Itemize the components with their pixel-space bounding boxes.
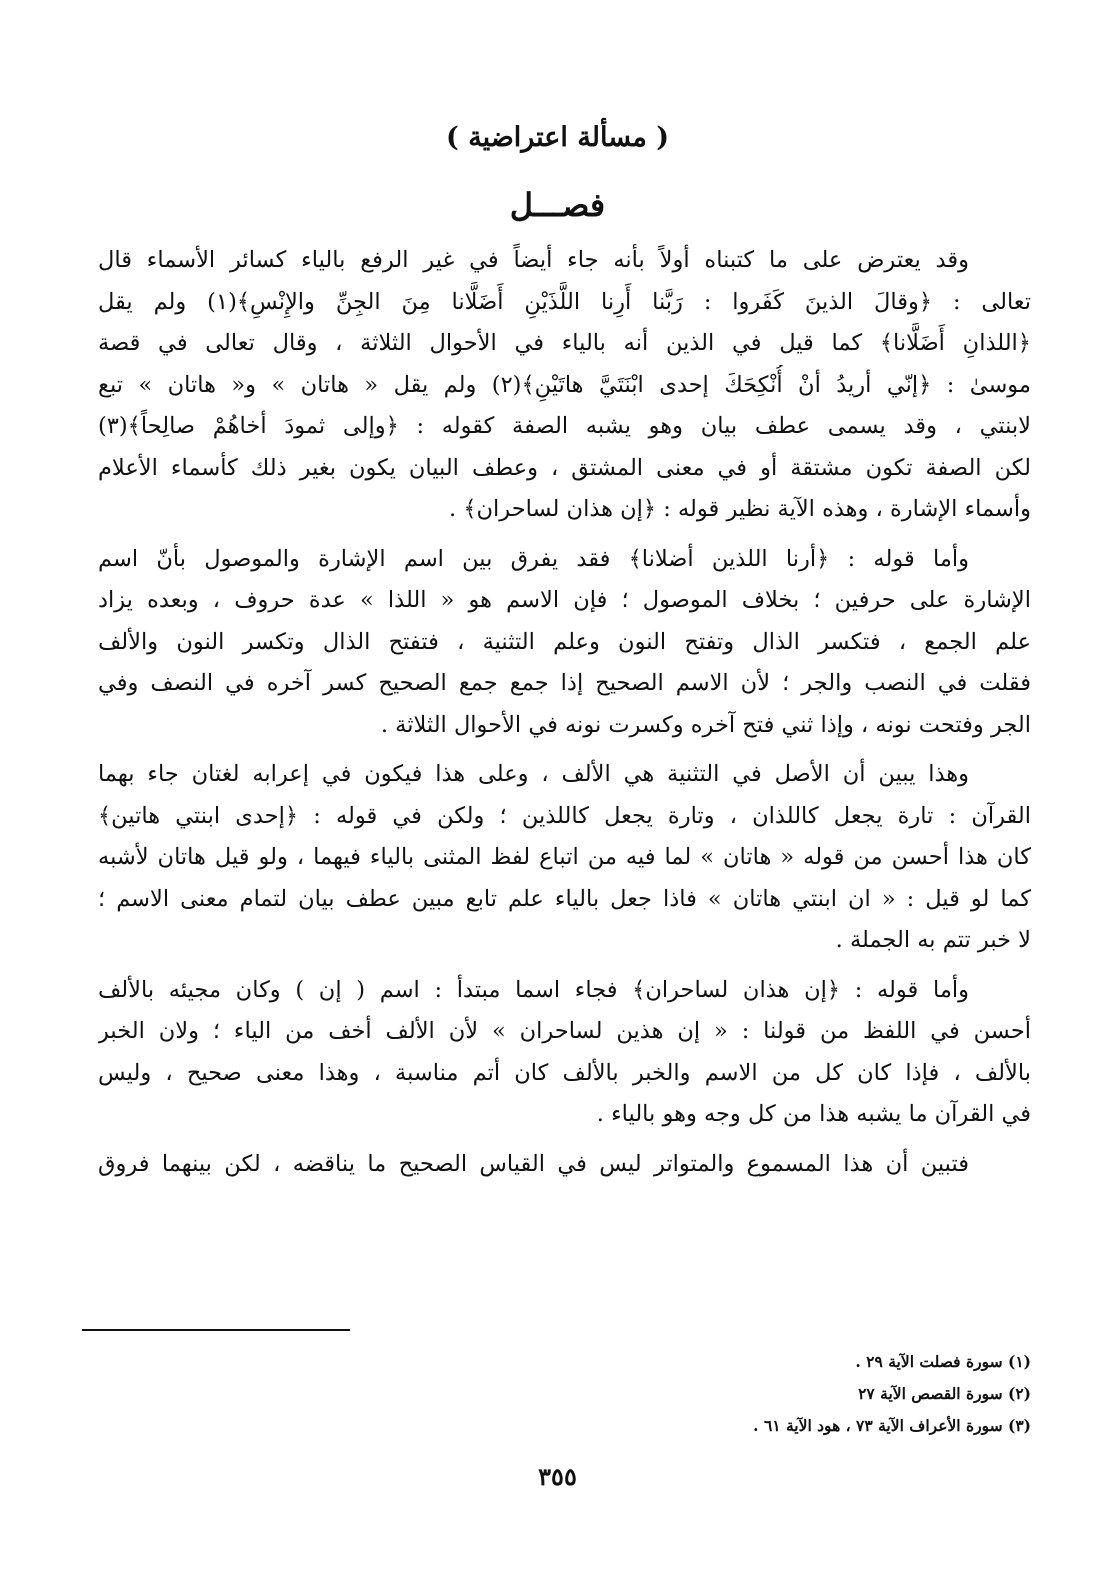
text-line: بالألف ، فإذا كان كل من الاسم والخبر بالألف كان أتم مناسبة ، وهذا معنى صحيح ، وليس xyxy=(98,1059,1031,1086)
text-line: وقد يعترض على ما كتبناه أولاً بأنه جاء أيضاً في غير الرفع بالياء كسائر الأسماء قال xyxy=(98,247,969,273)
footnote: (٣) سورة الأعراف الآية ٧٣ ، هود الآية ٦١ . xyxy=(753,1416,1031,1435)
text-line: في القرآن ما يشبه هذا من كل وجه وهو بالياء . xyxy=(596,1101,1031,1127)
text-line: علم الجمع ، فتكسر الذال وتفتح النون وعلم التثنية ، فتفتح الذال وتكسر النون والألف xyxy=(98,628,1031,655)
text-line: وأما قوله : ﴿أرنا اللذين أضلانا﴾ فقد يفرق بين اسم الإشارة والموصول بأنّ اسم xyxy=(98,545,969,572)
footnote-divider xyxy=(82,1329,350,1331)
section-subtitle: ( مسألة اعتراضية ) xyxy=(446,122,669,153)
footnote: (٢) سورة القصص الآية ٢٧ xyxy=(858,1384,1031,1403)
text-line: القرآن : تارة يجعل كاللذان ، وتارة يجعل كاللذين ؛ ولكن في قوله : ﴿إحدى ابنتي هاتين﴾ xyxy=(98,802,1031,829)
text-line: وأسماء الإشارة ، وهذه الآية نظير قوله : ﴿إن هذان لساحران﴾ . xyxy=(449,496,1031,522)
text-line: وأما قوله : ﴿إن هذان لساحران﴾ فجاء اسما مبتدأ : اسم ( إن ) وكان مجيئه بالألف xyxy=(98,976,969,1003)
paragraph xyxy=(98,240,1031,531)
text-line: لا خبر تتم به الجملة . xyxy=(835,927,1031,953)
text-line: تعالى : ﴿وقالَ الذينَ كَفَروا : رَبَّنا أَرِنا اللَّذَيْنِ أَضَلَّانا مِنَ الجِنِّ والإِنْسِ﴾(١) ولم يقل xyxy=(98,288,1031,315)
text-line: فتبين أن هذا المسموع والمتواتر ليس في القياس الصحيح ما يناقضه ، لكن بينهما فروق xyxy=(98,1150,969,1177)
paragraph xyxy=(98,970,1031,1136)
paragraph xyxy=(98,1144,1031,1186)
text-line: أحسن في اللفظ من قولنا : « إن هذين لساحران » لأن الألف أخف من الياء ؛ ولان الخبر xyxy=(98,1018,1031,1044)
text-line: وهذا يبين أن الأصل في التثنية هي الألف ، وعلى هذا فيكون في إعرابه لغتان جاء بهما xyxy=(98,761,969,787)
page-number: ٣٥٥ xyxy=(538,1462,577,1491)
main-text xyxy=(98,240,1031,1185)
text-line: الإشارة على حرفين ؛ بخلاف الموصول ؛ فإن الاسم هو « اللذا » عدة حروف ، وبعده يزاد xyxy=(98,587,1031,613)
text-line: ﴿اللذانِ أَضَلَّانا﴾ كما قيل في الذين أنه بالياء في الأحوال الثلاثة ، وقال تعالى في قصة xyxy=(98,330,1031,356)
text-line: موسىٰ : ﴿إنّي أريدُ أنْ أُنْكِحَكَ إحدى ابْنَتَيَّ هاتَيْنِ﴾(٢) ولم يقل « هاتان » و« هاتان » تبع xyxy=(98,371,1031,398)
text-line: لكن الصفة تكون مشتقة أو في معنى المشتق ، وعطف البيان يكون بغير ذلك كأسماء الأعلام xyxy=(98,454,1031,481)
chapter-heading: فصـــل xyxy=(509,186,606,224)
text-line: لابنتي ، وقد يسمى عطف بيان وهو يشبه الصفة كقوله : ﴿وإلى ثمودَ أخاهُمْ صالِحاً﴾(٣) xyxy=(98,413,1031,439)
footnotes xyxy=(98,1346,1031,1442)
footnote: (١) سورة فصلت الآية ٢٩ . xyxy=(855,1352,1031,1371)
paragraph xyxy=(98,754,1031,962)
text-line: كما لو قيل : « ان ابنتي هاتان » فاذا جعل بالياء علم تابع مبين عطف بيان لتمام معنى الاسم ؛ xyxy=(98,885,1031,912)
text-line: كان هذا أحسن من قوله « هاتان » لما فيه من اتباع لفظ المثنى بالياء فيهما ، ولو قيل هاتان لأشبه xyxy=(98,844,1031,870)
text-line: الجر وفتحت نونه ، وإذا ثني فتح آخره وكسرت نونه في الأحوال الثلاثة . xyxy=(380,711,1031,738)
paragraph xyxy=(98,539,1031,747)
text-line: فقلت في النصب والجر ؛ لأن الاسم الصحيح إذا جمع جمع الصحيح كسر آخره في النصف وفي xyxy=(98,670,1031,696)
